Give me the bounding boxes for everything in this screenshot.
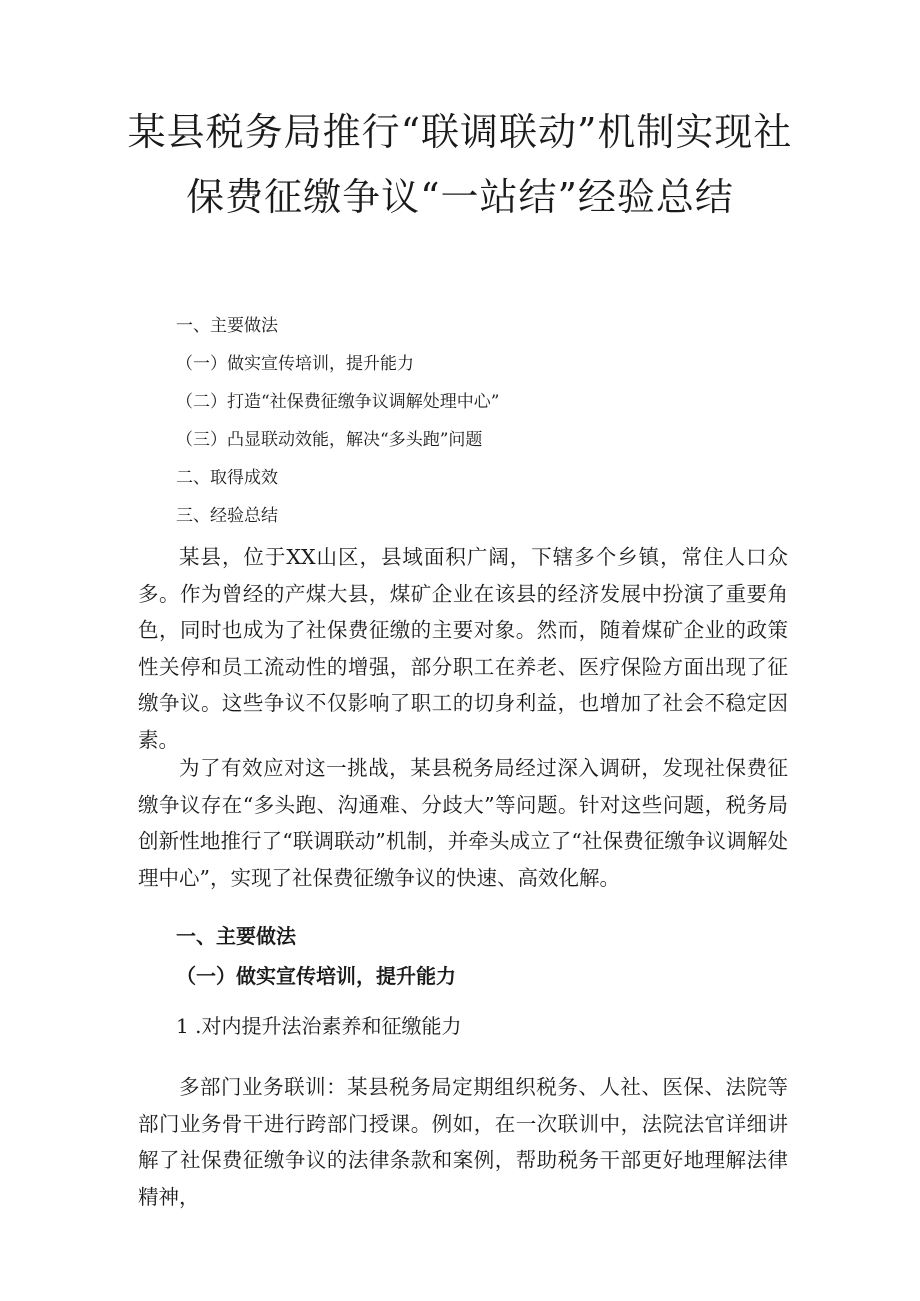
toc-item: 二、取得成效 (176, 468, 278, 488)
toc-item: 三、经验总结 (176, 506, 278, 526)
subsection-heading: （一）做实宣传培训，提升能力 (176, 964, 456, 988)
intro-paragraph-2: 为了有效应对这一挑战，某县税务局经过深入调研，发现社保费征缴争议存在“多头跑、沟通难、分歧大”等问题。针对这些问题，税务局创新性地推行了“联调联动”机制，并牵头成立了“社保费征缴争议调解处理中心”，实现了社保费征缴争议的快速、高效化解。 (138, 756, 788, 890)
document-title-line-2: 保费征缴争议“一站结”经验总结 (186, 175, 734, 219)
intro-paragraph-1: 某县，位于XX山区，县域面积广阔，下辖多个乡镇，常住人口众多。作为曾经的产煤大县，煤矿企业在该县的经济发展中扮演了重要角色，同时也成为了社保费征缴的主要对象。然而，随着煤矿企业的政策性关停和员工流动性的增强，部分职工在养老、医疗保险方面出现了征缴争议。这些争议不仅影响了职工的切身利益，也增加了社会不稳定因素。 (138, 545, 788, 752)
toc-item: （一）做实宣传培训，提升能力 (176, 354, 414, 374)
toc-item: （二）打造“社保费征缴争议调解处理中心” (176, 392, 500, 412)
body-paragraph: 多部门业务联训：某县税务局定期组织税务、人社、医保、法院等部门业务骨干进行跨部门授课。例如，在一次联训中，法院法官详细讲解了社保费征缴争议的法律条款和案例，帮助税务干部更好地理解法律精神， (138, 1075, 788, 1209)
document-title-line-1: 某县税务局推行“联调联动”机制实现社 (127, 110, 793, 154)
toc-item: 一、主要做法 (176, 316, 278, 336)
point-heading: 1 .对内提升法治素养和征缴能力 (176, 1014, 462, 1038)
toc-item: （三）凸显联动效能，解决“多头跑”问题 (176, 430, 483, 450)
section-heading: 一、主要做法 (176, 924, 296, 948)
